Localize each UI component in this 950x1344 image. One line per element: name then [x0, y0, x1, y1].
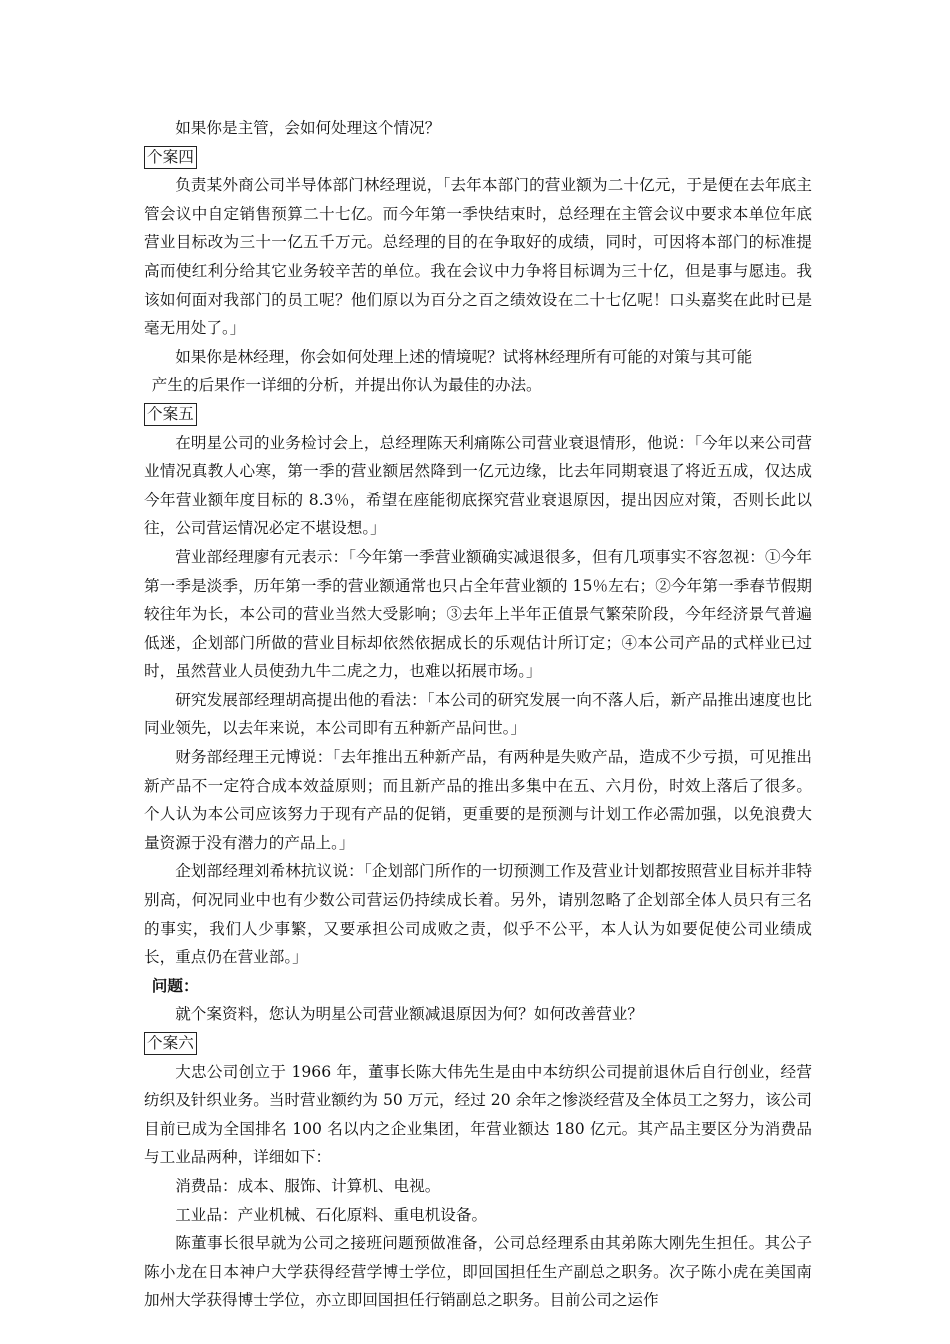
case-heading: [144, 143, 812, 172]
case-label: 个案六: [144, 1032, 197, 1055]
case-heading: [144, 1029, 812, 1058]
paragraph: 负责某外商公司半导体部门林经理说，「去年本部门的营业额为二十亿元，于是便在去年底主管会议中自定销售预算二十七亿。而今年第一季快结束时，总经理在主管会议中要求本单位年底营业目标改为三十一亿五千万元。总经理的目的在争取好的成绩，同时，可因将本部门的标准提高而使红利分给其它业务较辛苦的单位。我在会议中力争将目标调为三十亿，但是事与愿违。我该如何面对我部门的员工呢？他们原以为百分之百之绩效设在二十七亿呢！口头嘉奖在此时已是毫无用处了。」: [144, 176, 812, 338]
case-label: 个案四: [144, 146, 197, 169]
paragraph: 工业品：产业机械、石化原料、重电机设备。: [175, 1205, 488, 1224]
paragraph: 财务部经理王元博说：「去年推出五种新产品，有两种是失败产品，造成不少亏损，可见推出新产品不一定符合成本效益原则；而且新产品的推出多集中在五、六月份，时效上落后了很多。个人认为本公司应该努力于现有产品的促销，更重要的是预测与计划工作必需加强，以免浪费大量资源于没有潜力的产品上。」: [144, 748, 812, 852]
paragraph: 大忠公司创立于 1966 年，董事长陈大伟先生是由中本纺织公司提前退休后自行创业，经营纺织及针织业务。当时营业额约为 50 万元，经过 20 余年之惨淡经营及全体员工之努力，该公司目前已成为全国排名 100 名以内之企业集团，年营业额达 180 亿元。其产品主要区分为消费品与工业品两种，详细如下：: [144, 1062, 812, 1167]
paragraph: 研究发展部经理胡高提出他的看法：「本公司的研究发展一向不落人后，新产品推出速度也比同业领先，以去年来说，本公司即有五种新产品问世。」: [144, 690, 812, 738]
paragraph: 陈董事长很早就为公司之接班问题预做准备，公司总经理系由其弟陈大刚先生担任。其公子陈小龙在日本神户大学获得经营学博士学位，即回国担任生产副总之职务。次子陈小虎在美国南加州大学获得博士学位，亦立即回国担任行销副总之职务。目前公司之运作: [144, 1234, 812, 1310]
paragraph: 营业部经理廖有元表示：「今年第一季营业额确实减退很多，但有几项事实不容忽视：①今年第一季是淡季，历年第一季的营业额通常也只占全年营业额的 15％左右；②今年第一季春节假期较往年为长，本公司的营业当然大受影响；③去年上半年正值景气繁荣阶段，今年经济景气普遍低迷，企划部门所做的营业目标却依然依据成长的乐观估计所订定；④本公司产品的式样业已过时，虽然营业人员使劲九牛二虎之力，也难以拓展市场。」: [144, 547, 812, 681]
paragraph: 消费品：成本、服饰、计算机、电视。: [175, 1176, 441, 1195]
paragraph: 如果你是主管，会如何处理这个情况？: [175, 119, 441, 137]
paragraph: 就个案资料，您认为明星公司营业额减退原因为何？如何改善营业？: [175, 1005, 644, 1024]
paragraph: 在明星公司的业务检讨会上，总经理陈天利痛陈公司营业衰退情形，他说：「今年以来公司营业情况真教人心寒，第一季的营业额居然降到一亿元边缘，比去年同期衰退了将近五成，仅达成今年营业额年度目标的 8.3％，希望在座能彻底探究营业衰退原因，提出因应对策，否则长此以往，公司营运情况必定不堪设想。」: [144, 433, 812, 538]
section-heading: 问题：: [151, 975, 199, 995]
case-label: 个案五: [144, 403, 197, 426]
paragraph: 如果你是林经理，你会如何处理上述的情境呢？试将林经理所有可能的对策与其可能: [175, 347, 753, 366]
paragraph: 企划部经理刘希林抗议说：「企划部门所作的一切预测工作及营业计划都按照营业目标并非特别高，何况同业中也有少数公司营运仍持续成长着。另外，请别忽略了企划部全体人员只有三名的事实，我们人少事繁，又要承担公司成败之责，似乎不公平，本人认为如要促使公司业绩成长，重点仍在营业部。」: [144, 862, 812, 967]
document-body: [144, 114, 812, 1315]
paragraph: 产生的后果作一详细的分析，并提出你认为最佳的办法。: [151, 376, 542, 395]
case-heading: [144, 400, 812, 429]
